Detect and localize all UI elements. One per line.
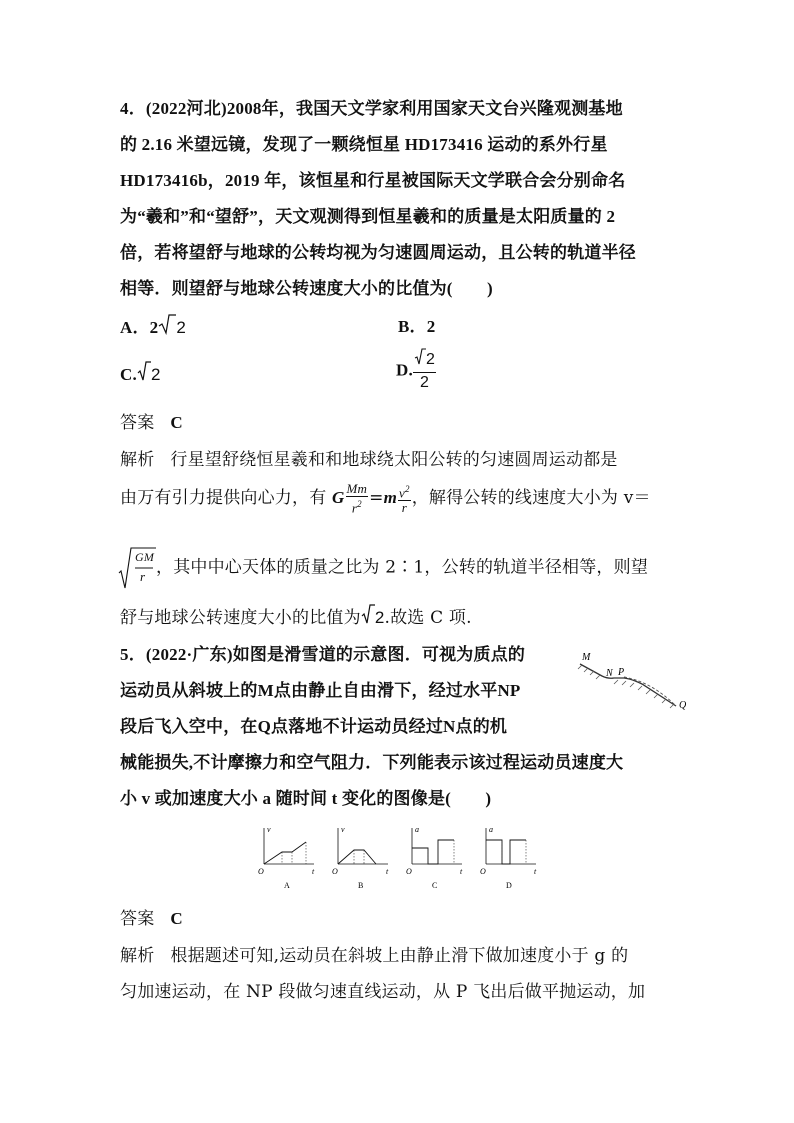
q4-answer: 答案 C (120, 413, 183, 433)
q4-analysis-2: 由万有引力提供向心力，有 G $\frac{Mm}{r^2}$ =m $\frac{v^2}{r}$ ，解得公转的线速度大小为 v＝ (120, 481, 651, 516)
svg-text:B: B (358, 881, 364, 890)
label-M: M (582, 652, 591, 663)
q5-analysis-1: 解析 根据题述可知,运动员在斜坡上由静止滑下做加速度小于 g 的 (120, 946, 629, 966)
svg-text:t: t (312, 867, 315, 876)
q4-line-1: 4．(2022河北)2008年，我国天文学家利用国家天文台兴隆观测基地 (120, 99, 623, 118)
q4-analysis-4: 舒与地球公转速度大小的比值为 2.故选 C 项. (120, 603, 472, 634)
q4-line-3: HD173416b，2019 年，该恒星和行星被国际天文学联合会分别命名 (120, 171, 626, 190)
svg-text:O: O (258, 867, 264, 876)
svg-text:C: C (432, 881, 438, 890)
graph-c (406, 825, 463, 890)
q4-option-d: D. $\frac{2}{2}$ (396, 348, 436, 393)
svg-text:O: O (480, 867, 486, 876)
q4-line-6: 相等．则望舒与地球公转速度大小的比值为( ) (120, 279, 493, 298)
svg-text:D: D (506, 881, 512, 890)
sqrt-sign (414, 348, 426, 372)
graph-b (332, 825, 389, 890)
sqrt-sign (361, 603, 375, 634)
graph-a (258, 825, 315, 890)
q5-line-4: 械能损失,不计摩擦力和空气阻力．下列能表示该过程运动员速度大 (120, 753, 624, 772)
label-N: N (606, 668, 613, 679)
q4-line-4: 为“羲和”和“望舒”，天文观测得到恒星羲和的质量是太阳质量的 2 (120, 207, 616, 226)
fraction-Mm-r2: $\frac{Mm}{r^2}$ (346, 481, 368, 516)
svg-text:O: O (406, 867, 412, 876)
svg-text:O: O (332, 867, 338, 876)
label-Q: Q (679, 700, 687, 711)
q4-option-b: B．2 (398, 317, 436, 336)
q5-analysis-2: 匀加速运动，在 NP 段做匀速直线运动，从 P 飞出后做平抛运动，加 (120, 982, 646, 1002)
sqrt-sign (137, 360, 151, 391)
graphs-figure (254, 824, 554, 896)
svg-text:v: v (267, 825, 271, 834)
svg-text:a: a (489, 825, 493, 834)
q4-option-c: C. 2 (120, 360, 161, 391)
svg-text:A: A (284, 881, 290, 890)
q5-line-2: 运动员从斜坡上的M点由静止自由滑下，经过水平NP (120, 681, 521, 700)
svg-text:t: t (386, 867, 389, 876)
svg-text:a: a (415, 825, 419, 834)
q5-line-1: 5．(2022·广东)如图是滑雪道的示意图．可视为质点的 (120, 645, 526, 664)
q4-line-5: 倍，若将望舒与地球的公转均视为匀速圆周运动，且公转的轨道半径 (120, 243, 636, 262)
q4-option-a: A．2 2 (120, 313, 186, 344)
q4-analysis-1: 解析 行星望舒绕恒星羲和和地球绕太阳公转的匀速圆周运动都是 (120, 450, 618, 470)
fraction-v2-r: $\frac{v^2}{r}$ (399, 484, 410, 516)
q5-answer: 答案 C (120, 909, 183, 929)
q5-line-5: 小 v 或加速度大小 a 随时间 t 变化的图像是( ) (120, 789, 492, 808)
svg-text:t: t (534, 867, 537, 876)
label-P: P (618, 667, 625, 678)
svg-text:v: v (341, 825, 345, 834)
svg-text:t: t (460, 867, 463, 876)
sqrt-GM-over-r: GM r (118, 546, 156, 590)
q5-line-3: 段后飞入空中，在Q点落地不计运动员经过N点的机 (120, 717, 508, 736)
graph-d (480, 825, 537, 890)
sqrt-sign (158, 313, 176, 344)
q4-line-2: 的 2.16 米望远镜，发现了一颗绕恒星 HD173416 运动的系外行星 (120, 135, 608, 154)
ski-slope-figure (572, 646, 692, 716)
q4-analysis-3: GM r ，其中中心天体的质量之比为 2∶1，公转的轨道半径相等，则望 (118, 546, 648, 590)
